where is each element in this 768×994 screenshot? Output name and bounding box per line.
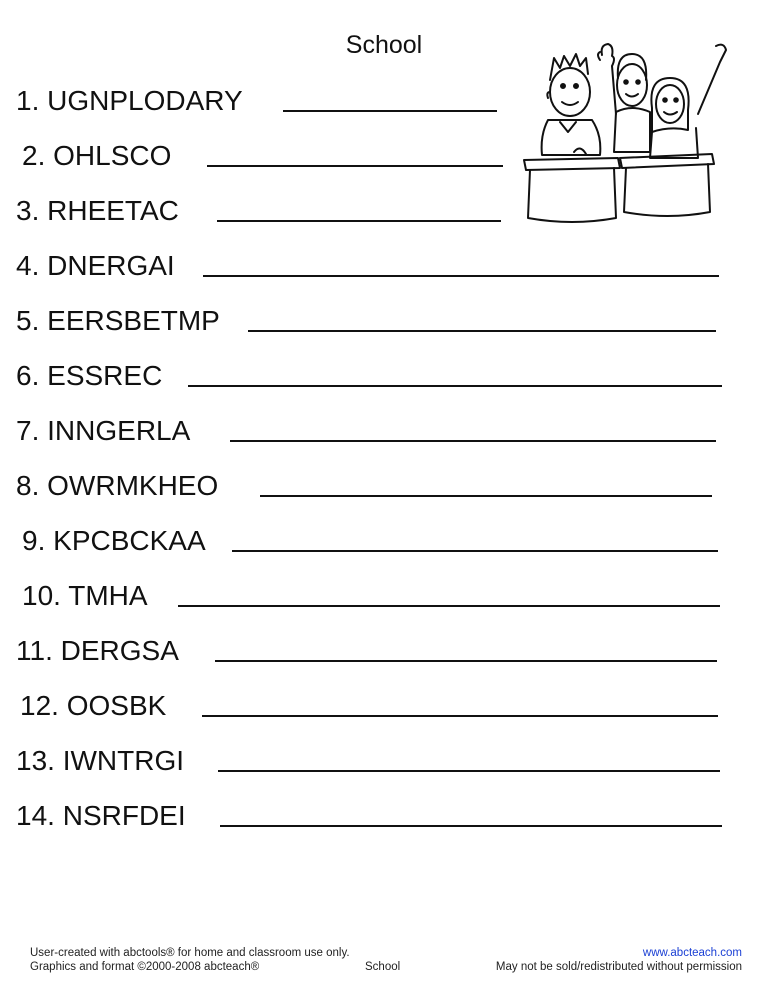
scramble-word: 7. INNGERLA (16, 415, 191, 446)
scramble-item-12 (20, 683, 718, 723)
worksheet-title: School (345, 31, 423, 59)
scramble-word: 4. DNERGAI (16, 250, 175, 281)
answer-line[interactable] (217, 198, 501, 222)
footer-copyright: Graphics and format ©2000-2008 abcteach® (30, 961, 260, 973)
footer-permission-note: May not be sold/redistributed without permission (495, 961, 742, 973)
footer-website-link[interactable]: www.abcteach.com (642, 947, 742, 959)
scramble-item-9 (22, 518, 718, 558)
scramble-item-14 (16, 793, 722, 833)
answer-line[interactable] (202, 693, 718, 717)
answer-line[interactable] (207, 143, 503, 167)
scramble-word: 12. OOSBK (20, 690, 167, 721)
answer-line[interactable] (230, 418, 716, 442)
scramble-item-7 (16, 408, 716, 448)
scramble-item-13 (16, 738, 720, 778)
answer-line[interactable] (178, 583, 720, 607)
scramble-word: 10. TMHA (22, 580, 148, 611)
answer-line[interactable] (215, 638, 717, 662)
footer-page-title: School (365, 961, 401, 973)
scramble-item-8 (16, 463, 712, 503)
scramble-item-1 (16, 78, 497, 118)
answer-line[interactable] (232, 528, 718, 552)
scramble-word: 8. OWRMKHEO (16, 470, 219, 501)
scramble-item-3 (16, 188, 501, 228)
scramble-word: 9. KPCBCKAA (22, 525, 206, 556)
scramble-item-2 (22, 133, 503, 173)
scramble-word: 6. ESSREC (16, 360, 163, 391)
scramble-word: 11. DERGSA (16, 635, 179, 666)
scramble-item-11 (16, 628, 717, 668)
scramble-word: 2. OHLSCO (22, 140, 172, 171)
scramble-item-4 (16, 243, 719, 283)
scramble-item-6 (16, 353, 722, 393)
students-at-desks-icon (520, 40, 740, 225)
answer-line[interactable] (203, 253, 719, 277)
answer-line[interactable] (248, 308, 716, 332)
footer-usage-note: User-created with abctools® for home and classroom use only. (30, 947, 350, 959)
answer-line[interactable] (218, 748, 720, 772)
scramble-item-10 (22, 573, 720, 613)
footer (30, 946, 742, 974)
scramble-word: 1. UGNPLODARY (16, 85, 243, 116)
answer-line[interactable] (283, 88, 497, 112)
scramble-word: 3. RHEETAC (16, 195, 179, 226)
scramble-word: 14. NSRFDEI (16, 800, 186, 831)
answer-line[interactable] (260, 473, 712, 497)
answer-line[interactable] (188, 363, 722, 387)
scramble-word: 5. EERSBETMP (16, 305, 220, 336)
scramble-word: 13. IWNTRGI (16, 745, 185, 776)
scramble-item-5 (16, 298, 716, 338)
answer-line[interactable] (220, 803, 722, 827)
